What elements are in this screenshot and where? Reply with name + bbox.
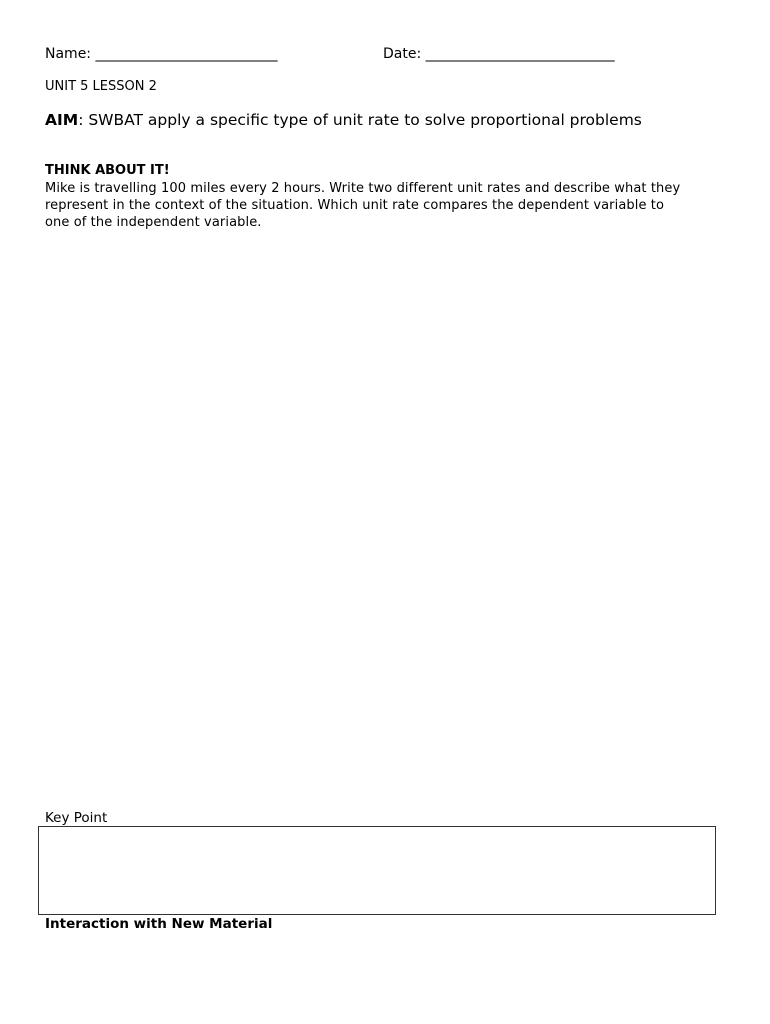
- date-label: Date:: [383, 46, 422, 62]
- date-blank: ___________________________: [425, 46, 615, 62]
- name-label: Name:: [45, 46, 92, 62]
- interaction-heading: Interaction with New Material: [45, 916, 273, 932]
- key-point-label: Key Point: [45, 810, 108, 826]
- think-line-3: one of the independent variable.: [45, 215, 262, 230]
- think-line-1: Mike is travelling 100 miles every 2 hours. Write two different unit rates and describe what they: [45, 181, 681, 196]
- name-blank: __________________________: [95, 46, 278, 62]
- think-about-it-body: [45, 180, 735, 231]
- think-about-it-title: THINK ABOUT IT!: [45, 163, 170, 178]
- key-point-box: [38, 826, 716, 915]
- aim-text: : SWBAT apply a specific type of unit rate to solve proportional problems: [78, 111, 642, 129]
- date-field: [383, 46, 615, 62]
- think-line-2: represent in the context of the situation. Which unit rate compares the dependent variable to: [45, 198, 665, 213]
- aim-statement: [45, 111, 642, 129]
- aim-label: AIM: [45, 111, 79, 129]
- name-field: [45, 46, 277, 62]
- unit-lesson-heading: UNIT 5 LESSON 2: [45, 79, 157, 94]
